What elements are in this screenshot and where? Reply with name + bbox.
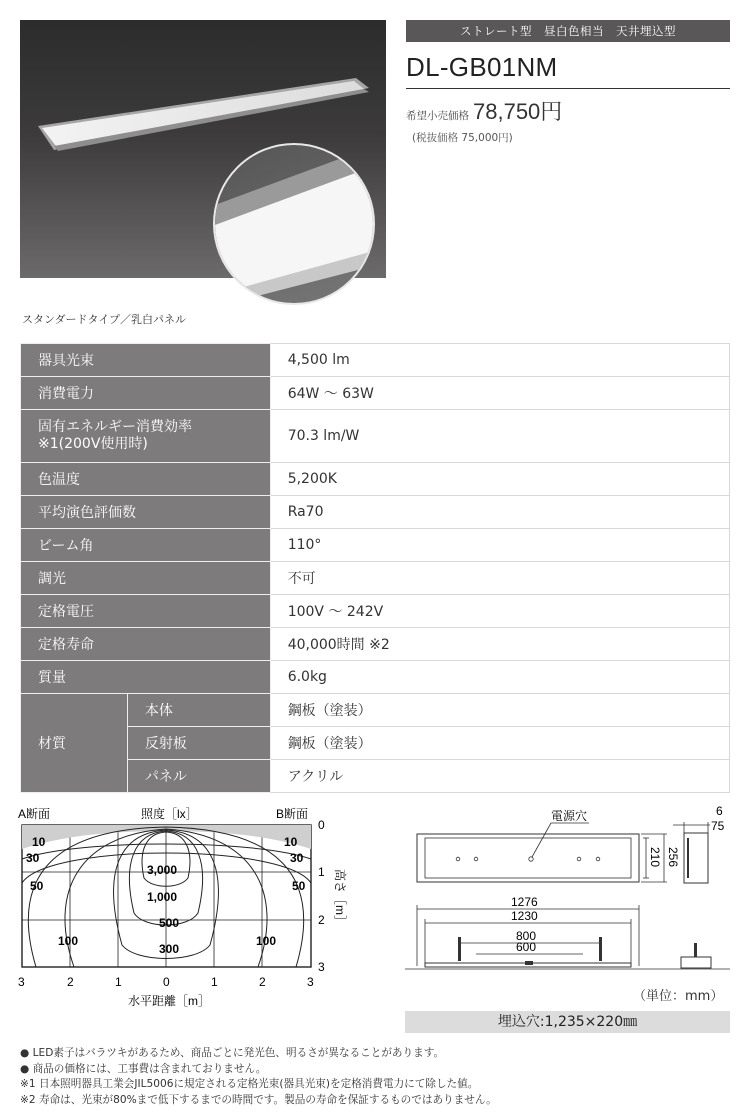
material-row: [21, 694, 730, 727]
side-dimensions: [673, 822, 710, 833]
spec-row: [21, 661, 730, 694]
spec-value: 5,200K: [270, 463, 729, 496]
spec-table: [20, 343, 730, 793]
dim-6: 6: [716, 804, 723, 818]
dim-1230: 1230: [511, 909, 538, 923]
tax-excluded-price: (税抜価格 75,000円): [412, 132, 513, 144]
spec-value: 4,500 lm: [270, 344, 729, 377]
spec-row: [21, 410, 730, 463]
contour-label: 100: [58, 934, 79, 948]
dim-600: 600: [516, 940, 537, 954]
contour-label: 300: [159, 942, 180, 956]
spec-row: [21, 595, 730, 628]
price-value: 78,750円: [473, 99, 563, 124]
illuminance-diagram: [18, 803, 363, 1017]
y-tick: 3: [318, 960, 325, 974]
contour-label: 10: [32, 835, 46, 849]
x-tick: 2: [259, 975, 266, 989]
spec-row: [21, 344, 730, 377]
power-hole-label: 電源穴: [551, 809, 588, 823]
material-value: 鋼板（塗装）: [270, 727, 729, 760]
category-badge: ストレート型 昼白色相当 天井埋込型: [406, 20, 730, 42]
x-tick: 3: [18, 975, 25, 989]
contour-label: 50: [292, 879, 306, 893]
spec-value: 64W ～ 63W: [270, 377, 729, 410]
dim-256: 256: [666, 847, 680, 868]
unit-label: （単位：mm）: [633, 989, 724, 1004]
footnote: ● LED素子はバラツキがあるため、商品ごとに発光色、明るさが異なることがあります。: [20, 1047, 445, 1059]
footnote: ● 商品の価格には、工事費は含まれておりません。: [20, 1062, 267, 1075]
material-label: 材質: [21, 694, 128, 793]
footnote: ※1 日本照明器具工業会JIL5006に規定される定格光束(器具光束)を定格消費電力にて除した値。: [20, 1078, 479, 1090]
y-axis-label: 高さ［m］: [333, 869, 347, 927]
spec-row: [21, 628, 730, 661]
contour-label: 1,000: [147, 890, 178, 904]
x-tick: 3: [307, 975, 314, 989]
dim-75: 75: [711, 819, 725, 833]
contour-label: 30: [26, 851, 40, 865]
spec-label: 消費電力: [21, 377, 271, 410]
spec-label: 色温度: [21, 463, 271, 496]
zoom-detail-image: [215, 145, 375, 305]
material-value: 鋼板（塗装）: [270, 694, 729, 727]
dim-1276: 1276: [511, 895, 538, 909]
cutout-size: 埋込穴:1,235×220㎜: [405, 1011, 730, 1033]
spec-label-line: 固有エネルギー消費効率: [38, 419, 192, 435]
material-part: 反射板: [127, 727, 270, 760]
x-tick: 1: [115, 975, 122, 989]
section-a-label: A断面: [18, 807, 51, 821]
x-axis-label: 水平距離［m］: [128, 994, 210, 1008]
spec-value: 6.0kg: [270, 661, 729, 694]
footnote: ※2 寿命は、光束が80%まで低下するまでの時間です。製品の寿命を保証するものではありません。: [20, 1093, 497, 1106]
spec-row: [21, 463, 730, 496]
price-row: [406, 95, 562, 126]
top-view-outline: [417, 834, 639, 882]
contour-label: 500: [159, 916, 180, 930]
y-tick: 1: [318, 865, 325, 879]
footnotes: [20, 1046, 497, 1108]
spec-label-line: ※1(200V使用時): [38, 436, 148, 452]
x-tick: 0: [163, 975, 170, 989]
spec-label: [21, 410, 271, 463]
dim-800: 800: [516, 929, 537, 943]
model-number: DL-GB01NM: [406, 52, 558, 82]
spec-row: [21, 529, 730, 562]
spec-label: 定格寿命: [21, 628, 271, 661]
contour-label: 30: [290, 851, 304, 865]
spec-label: 定格電圧: [21, 595, 271, 628]
section-b-label: B断面: [276, 807, 309, 821]
spec-value: 40,000時間 ※2: [270, 628, 729, 661]
spec-value: 不可: [270, 562, 729, 595]
end-section: [681, 957, 711, 968]
spec-value: Ra70: [270, 496, 729, 529]
spec-value: 70.3 lm/W: [270, 410, 729, 463]
material-value: アクリル: [270, 760, 729, 793]
spec-label: 質量: [21, 661, 271, 694]
y-tick: 0: [318, 818, 325, 832]
material-row: [21, 727, 730, 760]
contour-label: 10: [284, 835, 298, 849]
material-row: [21, 760, 730, 793]
spec-label: ビーム角: [21, 529, 271, 562]
spec-value: 100V ～ 242V: [270, 595, 729, 628]
spec-label: 調光: [21, 562, 271, 595]
spec-row: [21, 496, 730, 529]
spec-label: 器具光束: [21, 344, 271, 377]
contour-label: 100: [256, 934, 277, 948]
illuminance-unit-label: 照度［lx］: [141, 807, 198, 821]
spec-row: [21, 377, 730, 410]
spec-value: 110°: [270, 529, 729, 562]
dimension-diagram: [405, 803, 730, 985]
x-tick: 1: [211, 975, 218, 989]
material-part: 本体: [127, 694, 270, 727]
zoom-detail: [213, 143, 375, 305]
dim-210: 210: [648, 847, 662, 868]
contour-label: 50: [30, 879, 44, 893]
material-part: パネル: [127, 760, 270, 793]
title-divider: [406, 88, 730, 89]
y-tick: 2: [318, 913, 325, 927]
x-tick: 2: [67, 975, 74, 989]
spec-row: [21, 562, 730, 595]
spec-label: 平均演色評価数: [21, 496, 271, 529]
photo-caption: スタンダードタイプ／乳白パネル: [22, 313, 187, 326]
price-label: 希望小売価格: [406, 110, 469, 122]
contour-label: 3,000: [147, 863, 178, 877]
